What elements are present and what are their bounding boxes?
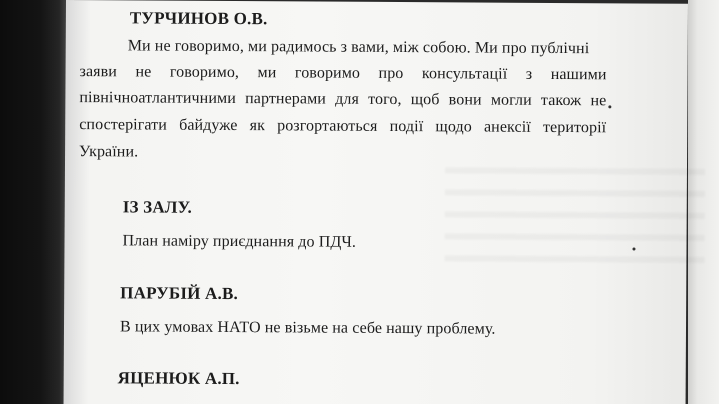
speaker-yatseniuk: ЯЦЕНЮК А.П. — [117, 368, 240, 389]
from-hall-line: План наміру приєднання до ПДЧ. — [122, 232, 357, 251]
bleed-through-text — [444, 167, 705, 279]
binding-shadow — [0, 0, 74, 404]
speaker-from-hall: ІЗ ЗАЛУ. — [122, 197, 193, 217]
speaker-turchynov: ТУРЧИНОВ О.В. — [129, 8, 268, 29]
transcript-page — [64, 0, 688, 404]
paragraph-line-1: Ми не говоримо, ми радимось з вами, між собою. Ми про публічні — [127, 37, 590, 58]
speaker-parubiy: ПАРУБІЙ А.В. — [120, 283, 239, 304]
paragraph-line-5: України. — [79, 143, 139, 161]
stray-mark — [608, 105, 611, 108]
paragraph-line-2: заяви не говоримо, ми говоримо про консультації з нашими — [79, 63, 607, 84]
stray-mark — [632, 247, 635, 250]
paragraph-line-4: спостерігати байдуже як розгортаються події щодо анексії території — [79, 116, 607, 137]
paragraph-line-3: північноатлантичними партнерами для того, щоб вони могли також не — [79, 89, 607, 110]
parubiy-line: В цих умовах НАТО не візьме на себе нашу проблему. — [119, 318, 496, 338]
